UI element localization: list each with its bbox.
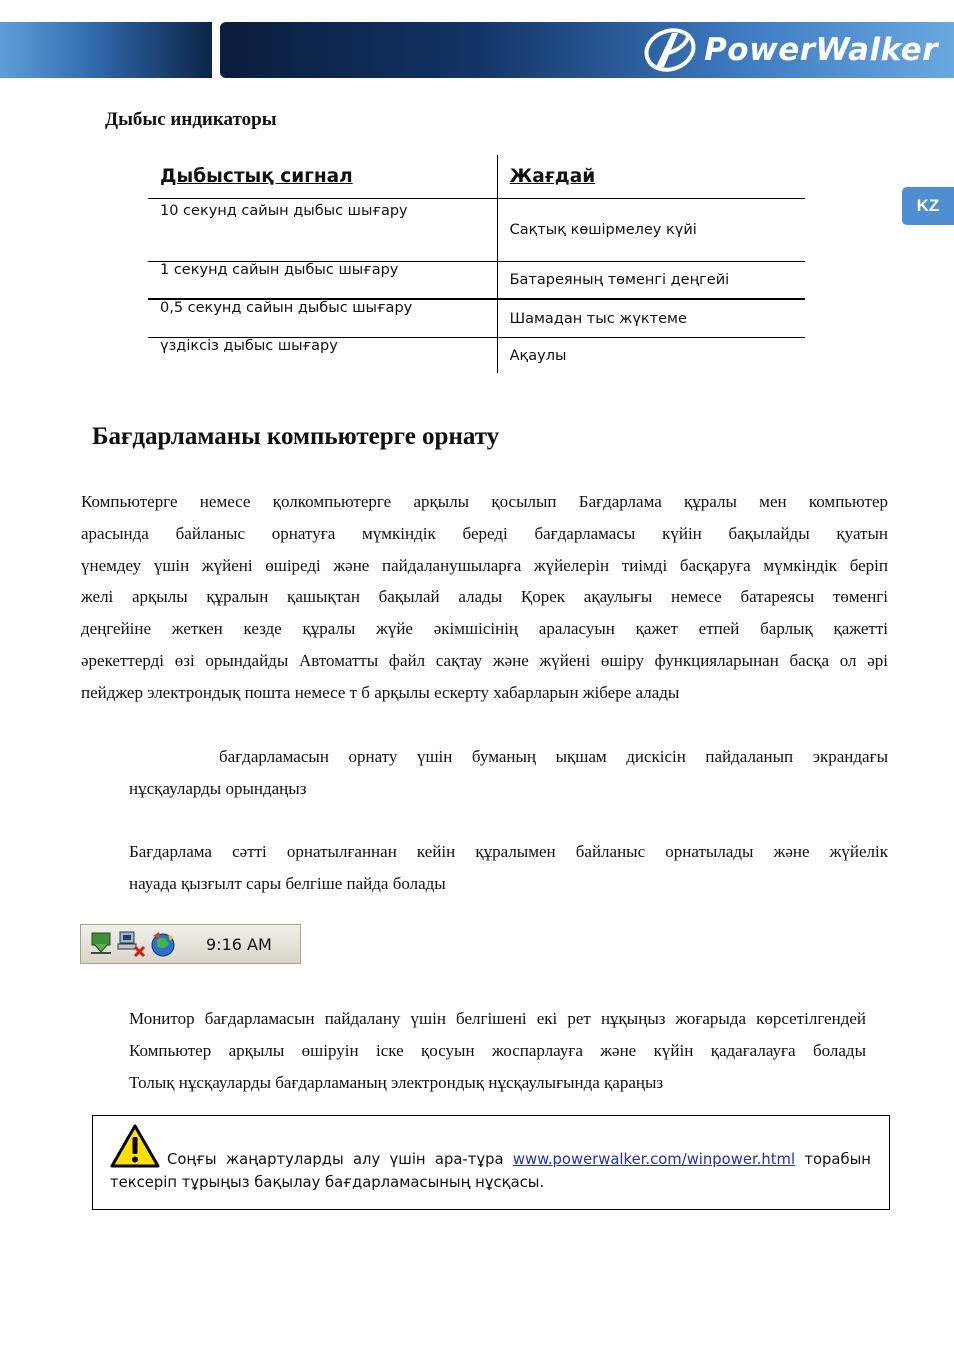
paragraph-line: Монитор бағдарламасын пайдалану үшін белгішені екі рет нұқыңыз жоғарыда көрсетілгендей: [129, 1009, 866, 1028]
paragraph-line: Компьютерге немесе қолкомпьютерге арқылы қосылып Бағдарлама құралы мен компьютер: [81, 492, 888, 511]
condition-cell: Шамадан тыс жүктеме: [497, 299, 805, 338]
install-section-heading: Бағдарламаны компьютерге орнату: [92, 423, 500, 450]
beep-signal-table: [148, 155, 805, 373]
tray-clock: 9:16 AM: [206, 935, 272, 954]
paragraph-line: әрекеттерді өзі орындайды Автоматты файл сақтау және жүйені өшіру функцияларынан басқа ол әрі: [81, 650, 888, 670]
notice-line: тексеріп тұрыңыз бақылау бағдарламасының нұсқасы.: [110, 1174, 545, 1191]
condition-cell: Батареяның төменгі деңгейі: [497, 262, 805, 300]
paragraph-line: деңгейіне жеткен кезде құралы жүйе әкімшісінің араласуын қажет етпей барлық қажетті: [81, 619, 888, 639]
install-instructions-paragraph: [129, 741, 888, 805]
signal-cell: үздіксіз дыбыс шығару: [160, 338, 338, 354]
condition-cell: Ақаулы: [497, 338, 805, 374]
column-header-signal: Дыбыстық сигнал: [148, 155, 497, 199]
language-tab-kz[interactable]: KZ: [902, 187, 954, 225]
powerwalker-swoosh-icon: [642, 27, 698, 73]
table-row: [148, 262, 805, 300]
paragraph-line: Толық нұсқауларды бағдарламаның электрондық нұсқаулығында қараңыз: [129, 1072, 664, 1092]
monitor-usage-paragraph: [129, 1003, 866, 1098]
system-tray-screenshot: [80, 924, 301, 964]
update-notice-box: [92, 1115, 890, 1210]
paragraph-line: үнемдеу үшін жүйені өшіреді және пайдаланушыларға жүйелерін тиімді басқаруға мүмкіндік беріп: [81, 555, 888, 575]
paragraph-line: нұсқауларды орындаңыз: [129, 778, 307, 798]
winpower-monitor-icon: [149, 930, 177, 958]
paragraph-line: арасында байланыс орнатуға мүмкіндік береді бағдарламасы күйін бақылайды қуатын: [81, 523, 888, 543]
header-left-band: [0, 22, 212, 78]
paragraph-line: Компьютер арқылы өшіруін іске қосуын жоспарлауға және күйін қадағалауға болады: [129, 1040, 866, 1060]
sound-indicators-heading: Дыбыс индикаторы: [105, 109, 277, 130]
paragraph-line: Бағдарлама сәтті орнатылғаннан кейін құралымен байланыс орнатылады және жүйелік: [129, 842, 888, 861]
table-row: [148, 199, 805, 262]
signal-cell: 0,5 секунд сайын дыбыс шығару: [148, 299, 497, 338]
condition-cell: Сақтық көшірмелеу күйі: [497, 199, 805, 262]
winpower-download-link[interactable]: www.powerwalker.com/winpower.html: [512, 1151, 796, 1168]
brand-name: PowerWalker: [704, 32, 938, 68]
network-icon: [89, 930, 113, 956]
brand-logo: [642, 27, 938, 73]
column-header-condition: Жағдай: [497, 155, 805, 199]
paragraph-line: [129, 741, 888, 773]
paragraph-line-text: бағдарламасын орнату үшін буманың ықшам дискісін пайдаланып экрандағы: [219, 747, 888, 766]
notice-text: торабын: [804, 1151, 871, 1168]
warning-icon: [110, 1124, 160, 1168]
table-header-row: [148, 155, 805, 199]
header-right-band: [220, 22, 954, 78]
paragraph-line: науада қызғылт сары белгіше пайда болады: [129, 873, 446, 893]
intro-paragraph: [81, 486, 888, 709]
install-result-paragraph: [129, 836, 888, 900]
table-row: [148, 338, 805, 374]
notice-line: [167, 1151, 871, 1168]
signal-cell: 1 секунд сайын дыбыс шығару: [148, 262, 497, 300]
paragraph-line: желі арқылы құралын қашықтан бақылай алады Қорек ақаулығы немесе батареясы төменгі: [81, 587, 888, 607]
table-row: [148, 299, 805, 338]
paragraph-line: пейджер электрондық пошта немесе т б арқылы ескерту хабарларын жібере алады: [81, 682, 680, 702]
signal-cell: 10 секунд сайын дыбыс шығару: [148, 199, 497, 262]
ups-disconnected-icon: [117, 930, 147, 958]
page-header: [0, 22, 954, 78]
notice-text: Соңғы жаңартуларды алу үшін ара-тұра: [167, 1151, 504, 1168]
